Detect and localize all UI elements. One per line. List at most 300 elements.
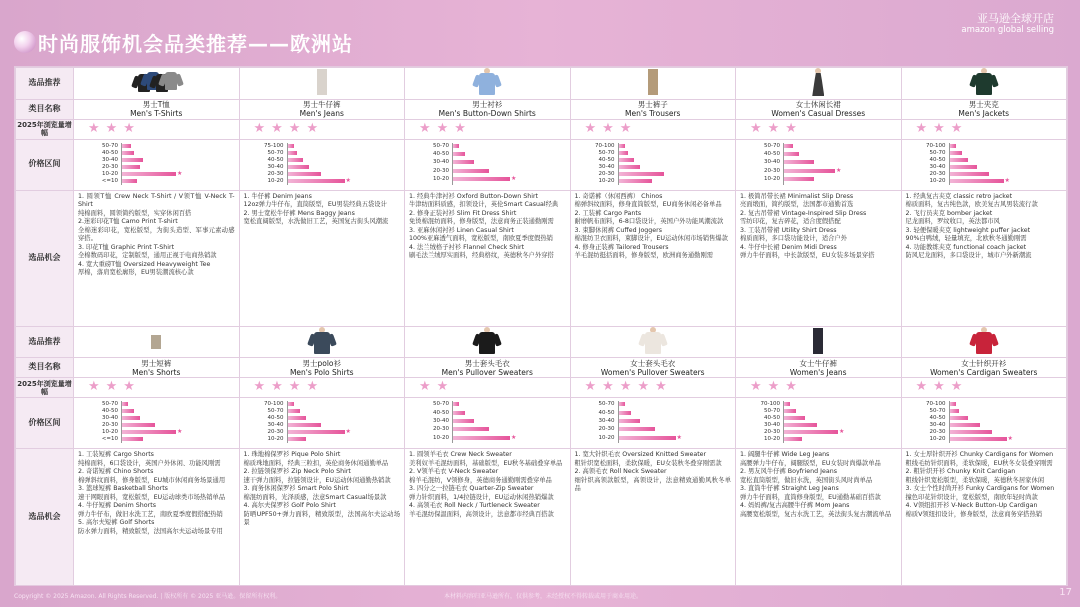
price-bar — [950, 437, 1007, 441]
price-bar-row — [906, 429, 1063, 435]
category-cell — [239, 99, 405, 119]
price-bar-row — [740, 176, 897, 182]
price-bar-label: 20-30 — [764, 167, 780, 174]
price-bar — [122, 165, 140, 169]
price-bar-label: 40-50 — [598, 409, 615, 416]
growth-row — [16, 119, 1067, 139]
price-bar-label: 50-70 — [929, 408, 946, 415]
category-table-card — [14, 66, 1068, 586]
price-bar — [950, 151, 962, 155]
price-peak-star-icon: ★ — [345, 428, 351, 436]
price-bar-row — [575, 164, 732, 170]
category-name-en: Men's Trousers — [625, 109, 681, 119]
opportunity-text: 1. 阔腿牛仔裤 Wide Leg Jeans 高腰弹力牛仔布，阔腿版型，EU女装时尚爆款单品 2. 男友风牛仔裤 Boyfriend Jeans 宽松直筒版型，做旧水洗，英国街头风时尚单品 3. 直筒牛仔裤 Straight Leg Jeans 弹力牛仔面料，直筒修身版型，EU通勤基础百搭款 4. 妈妈裤/复古高腰牛仔裤 Mom Jeans 高腰宽松版型，复古水洗工艺，英法街头复古潮流单品 — [740, 451, 892, 518]
jeans-icon-shape — [317, 69, 327, 95]
product-image-cell — [901, 326, 1067, 358]
footer — [14, 587, 1072, 601]
price-chart — [575, 143, 732, 187]
price-bar — [619, 179, 652, 183]
category-cell — [736, 358, 902, 378]
growth-stars: ★★★ — [736, 119, 902, 139]
price-bar — [288, 172, 321, 176]
row-label: 选品机会 — [16, 190, 74, 326]
growth-stars: ★★★ — [570, 119, 736, 139]
header — [0, 0, 1080, 62]
category-name-en: Men's Polo Shirts — [289, 367, 354, 377]
price-chart — [78, 401, 235, 445]
category-name-cn: 男士T恤 — [142, 100, 170, 110]
price-bar-row — [740, 168, 897, 174]
price-bar-row — [740, 159, 897, 165]
price-bar-row — [409, 143, 566, 149]
price-bar-label: 70-100 — [926, 401, 946, 408]
price-cell — [570, 139, 736, 190]
price-bar-row — [244, 422, 401, 428]
opportunity-cell — [405, 190, 571, 326]
category-name-cn: 男士衬衫 — [472, 100, 503, 110]
price-bar — [453, 177, 510, 181]
price-bar — [288, 437, 306, 441]
opportunity-cell — [570, 190, 736, 326]
category-name-en: Women's Jeans — [789, 367, 847, 377]
price-bar — [619, 419, 640, 423]
price-bar-label: 20-30 — [929, 429, 946, 436]
price-chart — [740, 401, 897, 445]
price-bar-label: 40-50 — [764, 150, 780, 157]
price-bar-row — [740, 401, 897, 407]
price-bar-row — [906, 436, 1063, 442]
price-bar-row — [740, 436, 897, 442]
price-bar-label: 40-50 — [598, 156, 615, 163]
jacket-icon-shape — [976, 73, 992, 95]
price-bar-row — [575, 150, 732, 156]
womens-jeans-icon — [798, 327, 838, 355]
knit-sweater-icon — [633, 327, 673, 355]
price-bar — [619, 436, 676, 440]
price-bar-row — [575, 418, 732, 424]
category-name-cn: 男士短裤 — [141, 358, 172, 368]
category-name-cn: 男士牛仔裤 — [303, 100, 341, 110]
footer-copyright: Copyright © 2025 Amazon. All Rights Reserved. | 版权所有 © 2025 亚马逊。保留所有权利。 — [14, 593, 282, 600]
growth-stars: ★★★ — [736, 378, 902, 398]
polo-icon-shape — [314, 332, 330, 354]
opportunity-cell — [901, 449, 1067, 586]
growth-row — [16, 378, 1067, 398]
trousers-icon — [633, 68, 673, 96]
price-bar-row — [906, 415, 1063, 421]
sweater-icon — [467, 327, 507, 355]
dress-icon-shape — [812, 73, 824, 96]
growth-stars: ★★★ — [901, 119, 1067, 139]
price-bar-row — [244, 415, 401, 421]
price-bar-label: 10-20 — [433, 176, 449, 183]
selection-row — [16, 68, 1067, 100]
price-bar-row — [740, 415, 897, 421]
category-name-cn: 男士polo衫 — [302, 358, 342, 368]
logo-icon — [14, 31, 36, 53]
price-bar — [950, 165, 977, 169]
womens-jeans-icon-shape — [813, 328, 823, 354]
opportunity-cell — [74, 190, 240, 326]
price-bar-label: <=10 — [101, 177, 118, 184]
price-bar — [950, 402, 956, 406]
price-bar-row — [409, 151, 566, 157]
price-bar-label: 40-50 — [929, 156, 946, 163]
price-bar — [453, 427, 489, 431]
row-label: 2025年浏览量增幅 — [17, 379, 72, 396]
category-name-cn: 女士休闲长裙 — [795, 100, 841, 110]
price-bar — [619, 411, 631, 415]
opportunity-text: 1. 奇诺裤（休闲西裤） Chinos 棉弹斜纹面料，修身直筒版型，EU商务休闲必备单品 2. 工装裤 Cargo Pants 耐磨帆布面料，6-8口袋设计，英国户外功能风潮流款 3. 束脚休闲裤 Cuffed Joggers 棉混纺卫衣面料，束脚设计，EU运动休闲市场销售爆款 4. 修身正装裤 Tailored Trousers 羊毛混纺挺括面料，修身版型，欧洲商务通勤刚需 — [574, 192, 728, 260]
price-bar-label: 30-40 — [433, 417, 449, 424]
category-name-en: Men's Button-Down Shirts — [438, 109, 536, 119]
price-bar-row — [78, 401, 235, 407]
price-chart — [409, 401, 566, 445]
cardigan-icon-shape — [976, 332, 992, 354]
price-bar-label: 30-40 — [929, 163, 946, 170]
price-bar-row — [575, 178, 732, 184]
price-bar — [288, 151, 297, 155]
price-bar-row — [906, 171, 1063, 177]
price-bar-row — [575, 401, 732, 407]
price-bar — [288, 165, 309, 169]
price-bar-label: 30-40 — [267, 422, 284, 429]
price-bar — [619, 402, 625, 406]
price-bar-label: 10-20 — [929, 177, 946, 184]
product-image-cell — [74, 68, 240, 100]
price-bar-row — [409, 410, 566, 416]
price-peak-star-icon: ★ — [511, 175, 517, 183]
price-bar-row — [244, 401, 401, 407]
price-bar — [288, 430, 345, 434]
opportunity-cell — [239, 449, 405, 586]
price-bar-label: 40-50 — [929, 415, 946, 422]
price-bar — [122, 430, 176, 434]
price-bar — [784, 402, 790, 406]
price-bar-label: 50-70 — [598, 401, 615, 408]
tshirts-icon-part — [165, 72, 177, 90]
price-peak-star-icon: ★ — [836, 166, 842, 174]
price-bar-row — [740, 143, 897, 149]
price-cell — [901, 139, 1067, 190]
product-image-cell — [570, 68, 736, 100]
opportunity-cell — [239, 190, 405, 326]
price-bar-label: 20-30 — [598, 426, 615, 433]
product-image-cell — [570, 326, 736, 358]
price-cell — [901, 398, 1067, 449]
price-bar — [950, 416, 968, 420]
price-bar — [288, 402, 294, 406]
price-bar-label: 50-70 — [433, 142, 449, 149]
tshirts-icon — [136, 68, 176, 96]
category-cell — [239, 358, 405, 378]
price-bar-row — [244, 157, 401, 163]
row-label: 选品推荐 — [16, 68, 74, 100]
category-cell — [736, 99, 902, 119]
opportunity-text: 1. 牛仔裤 Denim Jeans 12oz弹力牛仔布，直筒版型，EU男装经典五袋设计 2. 男士宽松牛仔裤 Mens Baggy Jeans 宽松直阔版型，水洗做旧工艺，英国复古街头风潮流 — [243, 192, 389, 226]
price-bar — [950, 430, 992, 434]
shorts-icon — [136, 327, 176, 355]
price-cell — [736, 139, 902, 190]
price-peak-star-icon: ★ — [511, 433, 517, 441]
growth-stars: ★★★ — [74, 119, 240, 139]
price-bar-label: 20-30 — [102, 422, 118, 429]
price-bar-row — [78, 157, 235, 163]
price-bar — [950, 172, 989, 176]
growth-stars: ★★★ — [405, 119, 571, 139]
price-bar-row — [244, 429, 401, 435]
price-bar-label: 40-50 — [267, 415, 284, 422]
price-bar-row — [78, 422, 235, 428]
category-name-en: Men's T-Shirts — [130, 109, 183, 119]
category-cell — [570, 99, 736, 119]
price-bar-label: 10-20 — [598, 434, 615, 441]
category-cell — [74, 358, 240, 378]
price-bar — [122, 179, 137, 183]
footer-disclaimer: 本材料内容归亚马逊所有，仅供参考，未经授权不得转载或用于商业用途。 — [444, 593, 643, 600]
growth-stars: ★★★ — [74, 378, 240, 398]
price-bar — [122, 144, 131, 148]
price-bar-label: 10-20 — [267, 177, 284, 184]
price-peak-star-icon: ★ — [839, 428, 845, 436]
price-bar — [122, 416, 140, 420]
opportunity-text: 1. 圆领T恤 Crew Neck T-Shirt / V领T恤 V-Neck T-Shirt 纯棉面料，圆领简约版型，实穿休闲百搭 2.迷彩印花T恤 Camo Print T-shirt 全棉迷彩印花，宽松版型，为街头造型、军事元素动感穿搭。 3. 印花T恤 Graphic Print T-Shirt 全棉数码印花，定制版型，通用正视于电商热销款 4. 宽大重磅T恤 Oversized Heavyweight Tee 厚棉，落肩宽松廓形，EU男装潮流核心款 — [78, 192, 235, 277]
price-bar-row — [906, 157, 1063, 163]
opportunity-cell — [736, 190, 902, 326]
product-image-cell — [239, 326, 405, 358]
price-chart — [906, 143, 1063, 187]
price-chart — [78, 143, 235, 187]
category-name-en: Men's Jeans — [299, 109, 344, 119]
row-label: 类目名称 — [16, 358, 74, 378]
category-name-en: Men's Shorts — [132, 367, 181, 377]
category-row — [16, 99, 1067, 119]
price-bar-label: 20-30 — [267, 429, 284, 436]
price-bar — [288, 409, 300, 413]
price-bar-label: 10-20 — [764, 436, 780, 443]
price-bar-row — [906, 422, 1063, 428]
price-bar-row — [575, 410, 732, 416]
price-bar-row — [78, 178, 235, 184]
price-bar-label: 50-70 — [764, 142, 780, 149]
price-bar — [288, 158, 303, 162]
price-peak-star-icon: ★ — [345, 176, 351, 184]
price-bar-label: 10-20 — [598, 177, 615, 184]
product-image-cell — [74, 326, 240, 358]
price-bar-label: 10-20 — [764, 176, 780, 183]
price-bar — [453, 419, 474, 423]
category-name-en: Women's Casual Dresses — [771, 109, 866, 119]
category-row — [16, 358, 1067, 378]
price-bar-row — [78, 143, 235, 149]
price-bar-row — [409, 426, 566, 432]
price-bar — [288, 416, 306, 420]
opportunity-text: 1. 经典牛津衬衫 Oxford Button-Down Shirt 牛津纺面料质感，扣领设计，英伦Smart Casual经典 2. 修身正装衬衫 Slim Fit Dress Shirt 免烫棉混纺面料，修身版型，法意商务正装通勤刚需 3. 亚麻休闲衬衫 Linen Casual Shirt 100%亚麻透气面料，宽松版型，南欧夏季度假热销 4. 法兰绒格子衬衫 Flannel Check Shirt 刷毛法兰绒厚实面料，经典格纹，英德秋冬户外穿搭 — [409, 192, 559, 260]
price-bar-label: 20-30 — [764, 429, 780, 436]
price-peak-star-icon: ★ — [1007, 435, 1013, 443]
price-bar-row — [244, 178, 401, 184]
price-bar-label: 40-50 — [433, 150, 449, 157]
price-cell — [736, 398, 902, 449]
price-bar — [784, 144, 793, 148]
price-bar-label: 50-70 — [929, 149, 946, 156]
price-bar-label: <=10 — [101, 436, 118, 443]
category-name-cn: 男士裤子 — [637, 100, 668, 110]
price-bar-row — [740, 151, 897, 157]
price-bar — [453, 411, 465, 415]
price-bar-label: 20-30 — [929, 170, 946, 177]
price-bar — [453, 169, 489, 173]
price-bar-label: 50-70 — [102, 401, 118, 408]
opportunity-cell — [405, 449, 571, 586]
growth-stars: ★★ — [405, 378, 571, 398]
price-bar-label: 10-20 — [929, 436, 946, 443]
price-bar-row — [575, 171, 732, 177]
category-name-en: Men's Pullover Sweaters — [441, 367, 533, 377]
category-cell — [74, 99, 240, 119]
price-bar-label: 10-20 — [433, 434, 449, 441]
price-bar — [122, 158, 143, 162]
price-chart — [740, 143, 897, 187]
price-cell — [239, 398, 405, 449]
price-bar-label: 75-100 — [264, 142, 284, 149]
price-bar — [619, 427, 655, 431]
price-bar — [950, 179, 1004, 183]
price-bar-label: 10-20 — [102, 170, 118, 177]
price-bar-label: 30-40 — [102, 415, 118, 422]
price-bar — [784, 152, 799, 156]
price-bar-label: 30-40 — [598, 163, 615, 170]
price-bar-label: 30-40 — [764, 159, 780, 166]
price-bar-row — [906, 150, 1063, 156]
price-bar-label: 40-50 — [102, 408, 118, 415]
product-image-cell — [901, 68, 1067, 100]
price-bar-label: 50-70 — [102, 142, 118, 149]
category-name-cn: 女士牛仔裤 — [799, 358, 837, 368]
price-bar — [784, 430, 838, 434]
price-bar-row — [244, 150, 401, 156]
growth-stars: ★★★★★ — [570, 378, 736, 398]
opportunity-row — [16, 449, 1067, 586]
price-bar-label: 20-30 — [267, 170, 284, 177]
price-bar — [122, 151, 134, 155]
price-bar-label: 50-70 — [598, 149, 615, 156]
price-bar-label: 50-70 — [267, 149, 284, 156]
price-bar-row — [906, 408, 1063, 414]
price-bar-row — [740, 422, 897, 428]
price-bar-row — [906, 143, 1063, 149]
price-bar — [453, 402, 459, 406]
opportunity-text: 1. 女士厚针织开衫 Chunky Cardigans for Women 粗线毛纺针织面料，柔软保暖，EU秋冬女装叠穿刚需 2. 粗针织开衫 Chunky Knit Cardigan 粗线针织宽松版型，柔软保暖，英德秋冬居家休闲 3. 女士个性时尚开衫 Funky Cardigans for Women 撞色印花针织设计，宽松版型，南欧年轻时尚款 4. V领纽扣开衫 V-Neck Button-Up Cardigan 棉质V领纽扣设计，修身版型，法意商务穿搭热销 — [905, 451, 1055, 518]
jacket-icon — [964, 68, 1004, 96]
price-bar-row — [244, 436, 401, 442]
category-cell — [901, 358, 1067, 378]
price-bar-label: 50-70 — [433, 401, 449, 408]
price-bar-row — [409, 168, 566, 174]
price-bar-label: 70-100 — [595, 142, 615, 149]
price-bar-label: 40-50 — [267, 156, 284, 163]
price-cell — [405, 398, 571, 449]
price-bar-label: 70-100 — [760, 401, 780, 408]
price-bar-label: 30-40 — [102, 156, 118, 163]
price-peak-star-icon: ★ — [1004, 176, 1010, 184]
price-bar-label: 70-100 — [264, 401, 284, 408]
price-bar-label: 30-40 — [433, 159, 449, 166]
price-chart — [575, 401, 732, 445]
product-image-cell — [405, 326, 571, 358]
category-name-en: Men's Jackets — [958, 109, 1010, 119]
category-name-en: Women's Pullover Sweaters — [600, 367, 705, 377]
price-bar-label: 20-30 — [433, 426, 449, 433]
price-cell — [570, 398, 736, 449]
price-bar-row — [244, 408, 401, 414]
price-cell — [74, 139, 240, 190]
price-bar-label: 20-30 — [102, 163, 118, 170]
price-bar — [122, 402, 128, 406]
price-bar-row — [409, 176, 566, 182]
price-bar-row — [244, 171, 401, 177]
price-bar-label: 10-20 — [102, 429, 118, 436]
price-bar-row — [409, 435, 566, 441]
opportunity-text: 1. 经典复古夹克 classic retro jacket 棉质面料，复古纯色款，欧美复古风男装流行款 2. 飞行员夹克 bomber jacket 尼龙面料，罗纹收口，英法都市风 3. 轻便保暖夹克 lightweight puffer jacket 90%白鸭绒，轻量填充，北欧秋冬通勤刚需 4. 功能教练夹克 functional coach jacket 防风尼龙面料，多口袋设计，城市户外新潮流 — [905, 192, 1038, 260]
category-name-cn: 女士针织开衫 — [961, 358, 1007, 368]
price-bar — [288, 144, 294, 148]
price-bar-row — [906, 178, 1063, 184]
category-name-en: Women's Cardigan Sweaters — [930, 367, 1038, 377]
brand-logo — [961, 12, 1054, 36]
price-bar-row — [409, 401, 566, 407]
page-number: 17 — [1059, 587, 1072, 598]
price-bar — [619, 151, 628, 155]
price-bar-row — [78, 429, 235, 435]
knit-sweater-icon-shape — [645, 332, 661, 354]
price-bar-row — [740, 408, 897, 414]
price-bar — [122, 409, 134, 413]
price-row — [16, 139, 1067, 190]
price-peak-star-icon: ★ — [177, 169, 183, 177]
price-bar-label: 70-100 — [926, 142, 946, 149]
price-bar-label: 40-50 — [764, 415, 780, 422]
row-label: 价格区间 — [16, 398, 74, 449]
trousers-icon-shape — [648, 69, 658, 95]
category-cell — [405, 358, 571, 378]
price-bar — [950, 409, 959, 413]
category-table — [15, 67, 1067, 586]
price-bar-row — [409, 418, 566, 424]
shorts-icon-shape — [151, 335, 161, 349]
price-bar — [619, 158, 634, 162]
price-peak-star-icon: ★ — [676, 433, 682, 441]
price-chart — [409, 143, 566, 187]
price-bar-row — [244, 164, 401, 170]
price-bar-row — [78, 415, 235, 421]
price-bar-label: 40-50 — [102, 149, 118, 156]
price-bar — [784, 423, 817, 427]
dress-shirt-icon-shape — [479, 73, 495, 95]
price-bar-label: 30-40 — [598, 417, 615, 424]
opportunity-text: 1. 珠地棉保罗衫 Pique Polo Shirt 棉质珠地面料，经典三粒扣，英伦商务休闲通勤单品 2. 拉链领保罗衫 Zip Neck Polo Shirt 速干弹力面料，拉链领设计，EU运动休闲通勤热销款 3. 商务休闲保罗衫 Smart Polo Shirt 棉混纺面料，光泽质感，法意Smart Casual场景款 4. 高尔夫保罗衫 Golf Polo Shirt 防晒UPF50+弹力面料，精致版型，法国高尔夫运动场景 — [243, 451, 400, 527]
price-bar-row — [740, 429, 897, 435]
price-bar — [122, 437, 143, 441]
price-bar — [619, 144, 625, 148]
price-bar — [453, 160, 474, 164]
price-bar — [950, 144, 956, 148]
row-label: 选品推荐 — [16, 326, 74, 358]
price-bar — [122, 172, 176, 176]
price-bar-label: 10-20 — [267, 436, 284, 443]
price-bar-row — [575, 143, 732, 149]
opportunity-cell — [74, 449, 240, 586]
